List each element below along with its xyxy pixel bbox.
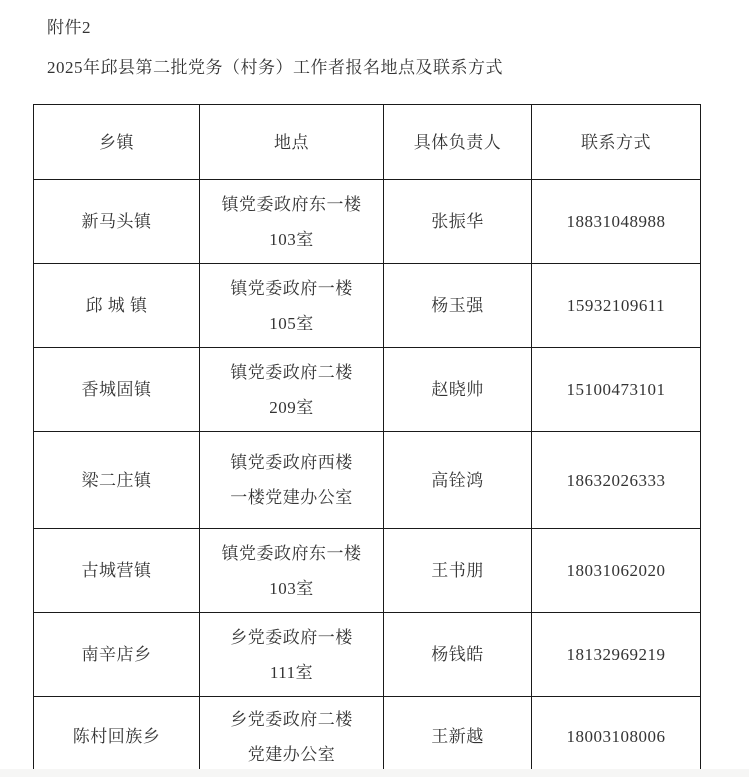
cell-contact-person: 杨钱皓: [384, 613, 532, 697]
cell-township: 南辛店乡: [34, 613, 200, 697]
location-line-2: 103室: [269, 578, 314, 598]
cell-phone: 18831048988: [532, 180, 701, 264]
page-title: 2025年邱县第二批党务（村务）工作者报名地点及联系方式: [47, 58, 503, 77]
location-line-1: 镇党委政府二楼: [230, 362, 353, 382]
registration-table: [33, 104, 701, 777]
location-line-1: 镇党委政府东一楼: [221, 194, 362, 214]
table-row: [34, 697, 701, 777]
cell-township: 新马头镇: [34, 180, 200, 264]
cell-location: [200, 180, 384, 264]
table-row: [34, 432, 701, 529]
table-header-row: [34, 105, 701, 180]
cell-township: 陈村回族乡: [34, 697, 200, 777]
table-row: [34, 348, 701, 432]
cell-location: [200, 529, 384, 613]
cell-contact-person: 王书朋: [384, 529, 532, 613]
header-location: 地点: [200, 105, 384, 180]
cell-phone: 18003108006: [532, 697, 701, 777]
cell-location: [200, 697, 384, 777]
cell-contact-person: 杨玉强: [384, 264, 532, 348]
cell-township: 香城固镇: [34, 348, 200, 432]
cell-township: 古城营镇: [34, 529, 200, 613]
cell-phone: 18632026333: [532, 432, 701, 529]
header-phone: 联系方式: [532, 105, 701, 180]
cell-phone: 15932109611: [532, 264, 701, 348]
attachment-label: 附件2: [47, 18, 91, 37]
location-line-2: 103室: [269, 229, 314, 249]
location-line-1: 镇党委政府西楼: [230, 453, 353, 472]
cell-contact-person: 王新越: [384, 697, 532, 777]
location-line-1: 镇党委政府一楼: [230, 278, 353, 298]
cell-township: 梁二庄镇: [34, 432, 200, 529]
cell-location: [200, 432, 384, 529]
location-line-2: 党建办公室: [247, 744, 336, 764]
header-contact-person: 具体负责人: [384, 105, 532, 180]
location-line-2: 209室: [269, 397, 314, 417]
cell-phone: 15100473101: [532, 348, 701, 432]
cell-contact-person: 张振华: [384, 180, 532, 264]
cell-contact-person: 高铨鸿: [384, 432, 532, 529]
header-township: 乡镇: [34, 105, 200, 180]
location-line-1: 乡党委政府一楼: [230, 627, 353, 647]
table-row: [34, 264, 701, 348]
cell-phone: 18132969219: [532, 613, 701, 697]
location-line-2: 105室: [269, 313, 314, 333]
cell-contact-person: 赵晓帅: [384, 348, 532, 432]
bottom-strip: [0, 769, 749, 777]
table-row: [34, 529, 701, 613]
cell-location: [200, 613, 384, 697]
location-line-1: 镇党委政府东一楼: [221, 543, 362, 563]
cell-phone: 18031062020: [532, 529, 701, 613]
location-line-2: 一楼党建办公室: [230, 488, 353, 507]
cell-location: [200, 348, 384, 432]
location-line-1: 乡党委政府二楼: [230, 709, 353, 729]
cell-township: 邱 城 镇: [34, 264, 200, 348]
cell-location: [200, 264, 384, 348]
location-line-2: 111室: [269, 662, 314, 682]
table-row: [34, 613, 701, 697]
table-row: [34, 180, 701, 264]
